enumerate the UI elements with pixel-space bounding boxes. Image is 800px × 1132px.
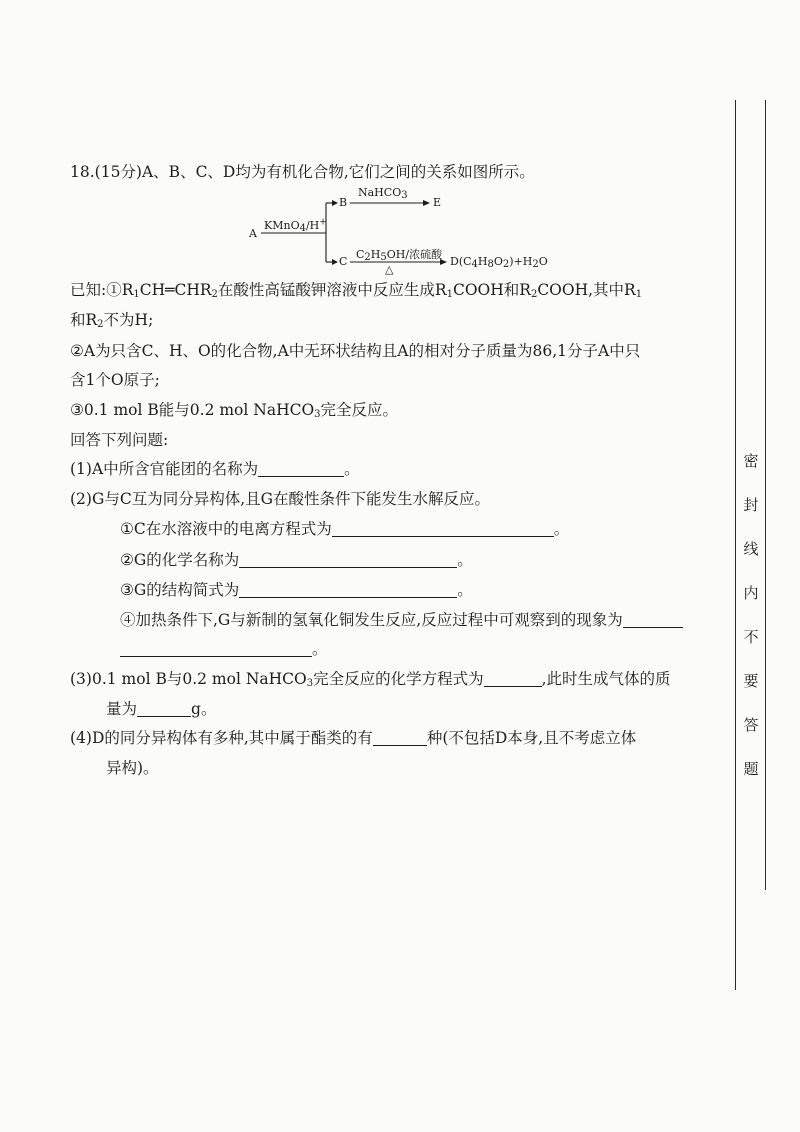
question-heading bbox=[70, 160, 535, 182]
scheme-reagent-ethanol: $C_2H_5OH/$浓硫酸 bbox=[356, 248, 443, 263]
seal-notice bbox=[742, 452, 760, 804]
scheme-reagent-kmno4: KMnO$_4$/H+ bbox=[264, 217, 327, 234]
seal-char: 要 bbox=[743, 672, 759, 690]
question-4-cont: 异构)。 bbox=[106, 759, 159, 777]
question-2-1: ①C在水溶液中的电离方程式为 。 bbox=[120, 520, 570, 538]
scheme-reagent-nahco3: NaHCO$_3$ bbox=[358, 186, 408, 201]
known-3: ③0.1 mol B能与0.2 mol NaHCO$_3$完全反应。 bbox=[70, 401, 399, 420]
question-2-2: ②G的化学名称为 。 bbox=[120, 551, 473, 569]
answer-blank-2-1[interactable] bbox=[332, 521, 554, 537]
reaction-scheme bbox=[248, 186, 548, 276]
answer-blank-2-2[interactable] bbox=[239, 552, 457, 568]
scheme-product-d: $D(C_4H_8O_2)+H_2O$ bbox=[450, 255, 548, 270]
seal-char: 封 bbox=[743, 496, 759, 514]
answer-blank-3b[interactable] bbox=[137, 701, 191, 717]
seal-char: 线 bbox=[743, 540, 759, 558]
answer-prompt: 回答下列问题: bbox=[70, 431, 169, 449]
question-4: (4)D的同分异构体有多种,其中属于酯类的有 种(不包括D本身,且不考虑立体 bbox=[70, 729, 637, 747]
question-3-cont: 量为 g。 bbox=[106, 700, 217, 718]
answer-blank-4[interactable] bbox=[373, 730, 427, 746]
seal-char: 密 bbox=[743, 452, 759, 470]
question-3: (3)0.1 mol B与0.2 mol NaHCO$_3$完全反应的化学方程式为 ,此时生成气体的质 bbox=[70, 670, 671, 689]
scheme-compound-a: A bbox=[249, 227, 257, 240]
question-2-4: ④加热条件下,G与新制的氢氧化铜发生反应,反应过程中可观察到的现象为 bbox=[120, 608, 683, 630]
seal-line-outer bbox=[765, 100, 766, 890]
seal-line-inner bbox=[735, 100, 736, 990]
known-1: 已知$:①R_1CH═CHR_2$在酸性高锰酸钾溶液中反应生成$R_1COOH$和$R_2COOH$,其中$R_1$ bbox=[70, 281, 643, 300]
seal-char: 不 bbox=[743, 628, 759, 646]
question-score: (15分) bbox=[94, 163, 142, 181]
answer-blank-3a[interactable] bbox=[484, 671, 542, 687]
scheme-compound-b: B bbox=[339, 196, 348, 209]
question-2-4-cont: 。 bbox=[120, 637, 328, 659]
answer-blank-2-3[interactable] bbox=[239, 582, 457, 598]
answer-blank-2-4b[interactable] bbox=[120, 641, 312, 657]
question-intro: A、B、C、D均为有机化合物,它们之间的关系如图所示。 bbox=[141, 163, 535, 181]
question-2: (2)G与C互为同分异构体,且G在酸性条件下能发生水解反应。 bbox=[70, 490, 491, 508]
known-2: ②A为只含C、H、O的化合物,A中无环状结构且A的相对分子质量为86,1分子A中只 bbox=[70, 342, 641, 360]
known-2-cont: 含1个O原子; bbox=[70, 371, 160, 389]
question-number: 18. bbox=[70, 163, 95, 181]
question-2-3: ③G的结构简式为 。 bbox=[120, 581, 473, 599]
question-1: (1)A中所含官能团的名称为 。 bbox=[70, 460, 360, 478]
answer-blank-1[interactable] bbox=[258, 461, 344, 477]
scheme-compound-c: C bbox=[339, 255, 348, 268]
seal-char: 答 bbox=[743, 716, 759, 734]
seal-char: 内 bbox=[743, 584, 759, 602]
scheme-heat-symbol: △ bbox=[385, 263, 394, 276]
answer-blank-2-4a[interactable] bbox=[623, 612, 683, 628]
scheme-compound-e: E bbox=[433, 196, 442, 209]
seal-char: 题 bbox=[743, 760, 759, 778]
known-1-cont: 和$R_2$不为H; bbox=[70, 311, 154, 330]
